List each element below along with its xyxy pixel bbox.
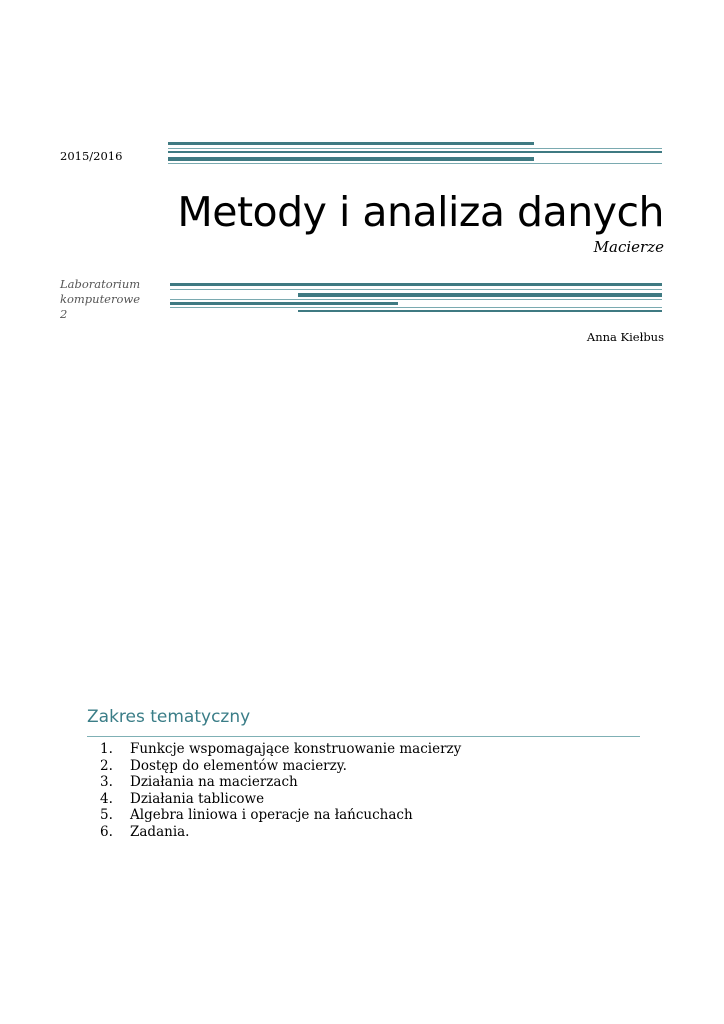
decor-line [298,310,662,312]
lab-label-line: 2 [60,307,68,321]
academic-year: 2015/2016 [60,149,123,163]
list-item-number: 1. [100,741,113,757]
decor-line [170,289,662,290]
list-item [100,741,461,758]
section-heading: Zakres tematyczny [87,707,251,727]
decor-line [168,151,662,153]
document-title: Metody i analiza danych [177,188,664,236]
list-item-number: 2. [100,757,113,774]
list-item [100,791,461,808]
decor-line [170,307,662,308]
lab-label [60,277,155,322]
decor-line [168,163,662,164]
list-item-text: Algebra liniowa i operacje na łańcuchach [130,807,413,824]
decor-line [298,293,662,297]
decor-line [168,142,534,145]
topic-list [100,741,461,841]
list-item-number: 3. [100,774,113,791]
list-item-number: 6. [100,823,113,840]
lab-label-line: Laboratorium [60,277,141,291]
decor-line [170,283,662,286]
section-divider [87,736,640,737]
list-item-number: 5. [100,807,113,824]
decor-line [168,148,662,149]
list-item [100,824,461,841]
list-item [100,774,461,791]
author-name: Anna Kiełbus [586,330,664,344]
document-subtitle: Macierze [593,238,664,256]
decor-line [170,299,662,300]
list-item [100,758,461,775]
decor-line [168,157,534,161]
list-item-text: Dostęp do elementów macierzy. [130,757,347,774]
list-item-text: Funkcje wspomagające konstruowanie macierzy [130,741,462,757]
list-item-text: Zadania. [130,823,190,840]
list-item-text: Działania na macierzach [130,774,298,791]
decor-line [170,302,398,305]
list-item-number: 4. [100,790,113,807]
list-item-text: Działania tablicowe [130,790,265,807]
lab-label-line: komputerowe [60,292,141,306]
list-item [100,807,461,824]
